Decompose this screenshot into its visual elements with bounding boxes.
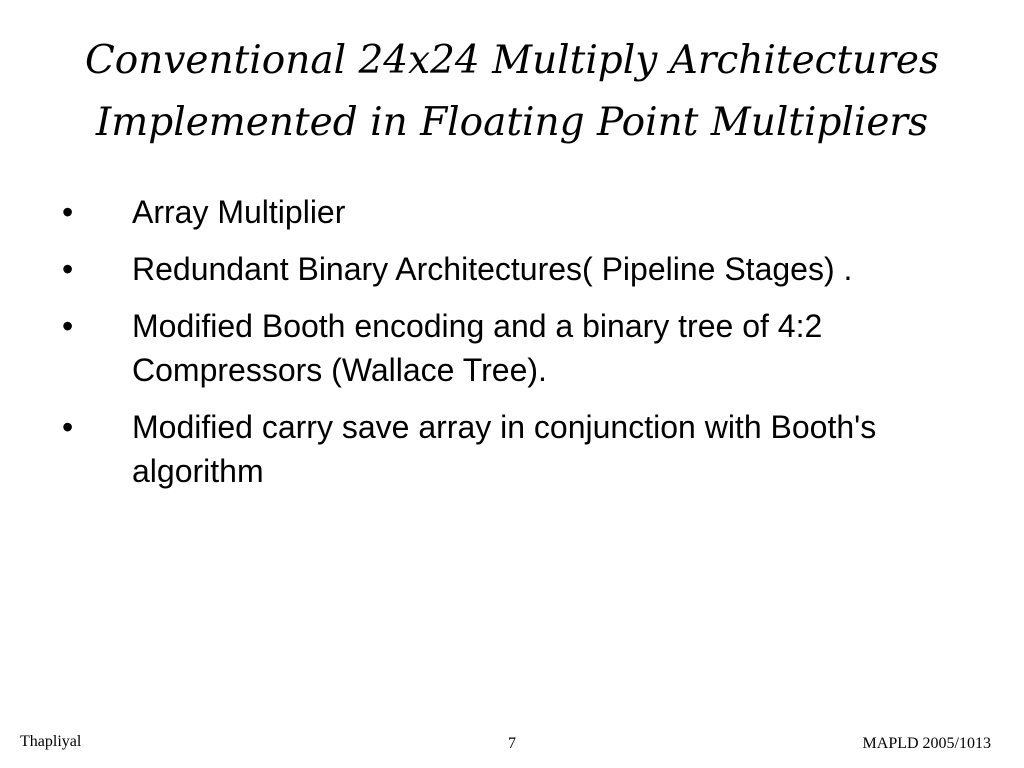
- slide-title-line-1: Conventional 24x24 Multiply Architectures: [84, 38, 940, 83]
- bullet-item-1: [62, 190, 962, 234]
- footer-reference: MAPLD 2005/1013: [862, 735, 991, 752]
- bullet-point-icon: •: [62, 409, 74, 445]
- bullet-point-icon: •: [62, 194, 74, 230]
- slide-title: [20, 30, 1004, 154]
- bullet-text-2: Redundant Binary Architectures( Pipeline Stages) .: [132, 251, 853, 287]
- bullet-text-4: Modified carry save array in conjunction with Booth's algorithm: [132, 409, 877, 489]
- bullet-text-3: Modified Booth encoding and a binary tree of 4:2 Compressors (Wallace Tree).: [132, 308, 823, 388]
- bullet-text-1: Array Multiplier: [132, 194, 346, 230]
- bullet-point-icon: •: [62, 308, 74, 344]
- bullet-list: [62, 190, 962, 506]
- footer-author: Thapliyal: [20, 733, 82, 750]
- bullet-item-3: [62, 304, 962, 392]
- bullet-item-4: [62, 405, 962, 493]
- bullet-item-2: [62, 247, 962, 291]
- bullet-point-icon: •: [62, 251, 74, 287]
- slide-title-line-2: Implemented in Floating Point Multipliers: [95, 100, 929, 145]
- footer-page-number: 7: [508, 735, 516, 752]
